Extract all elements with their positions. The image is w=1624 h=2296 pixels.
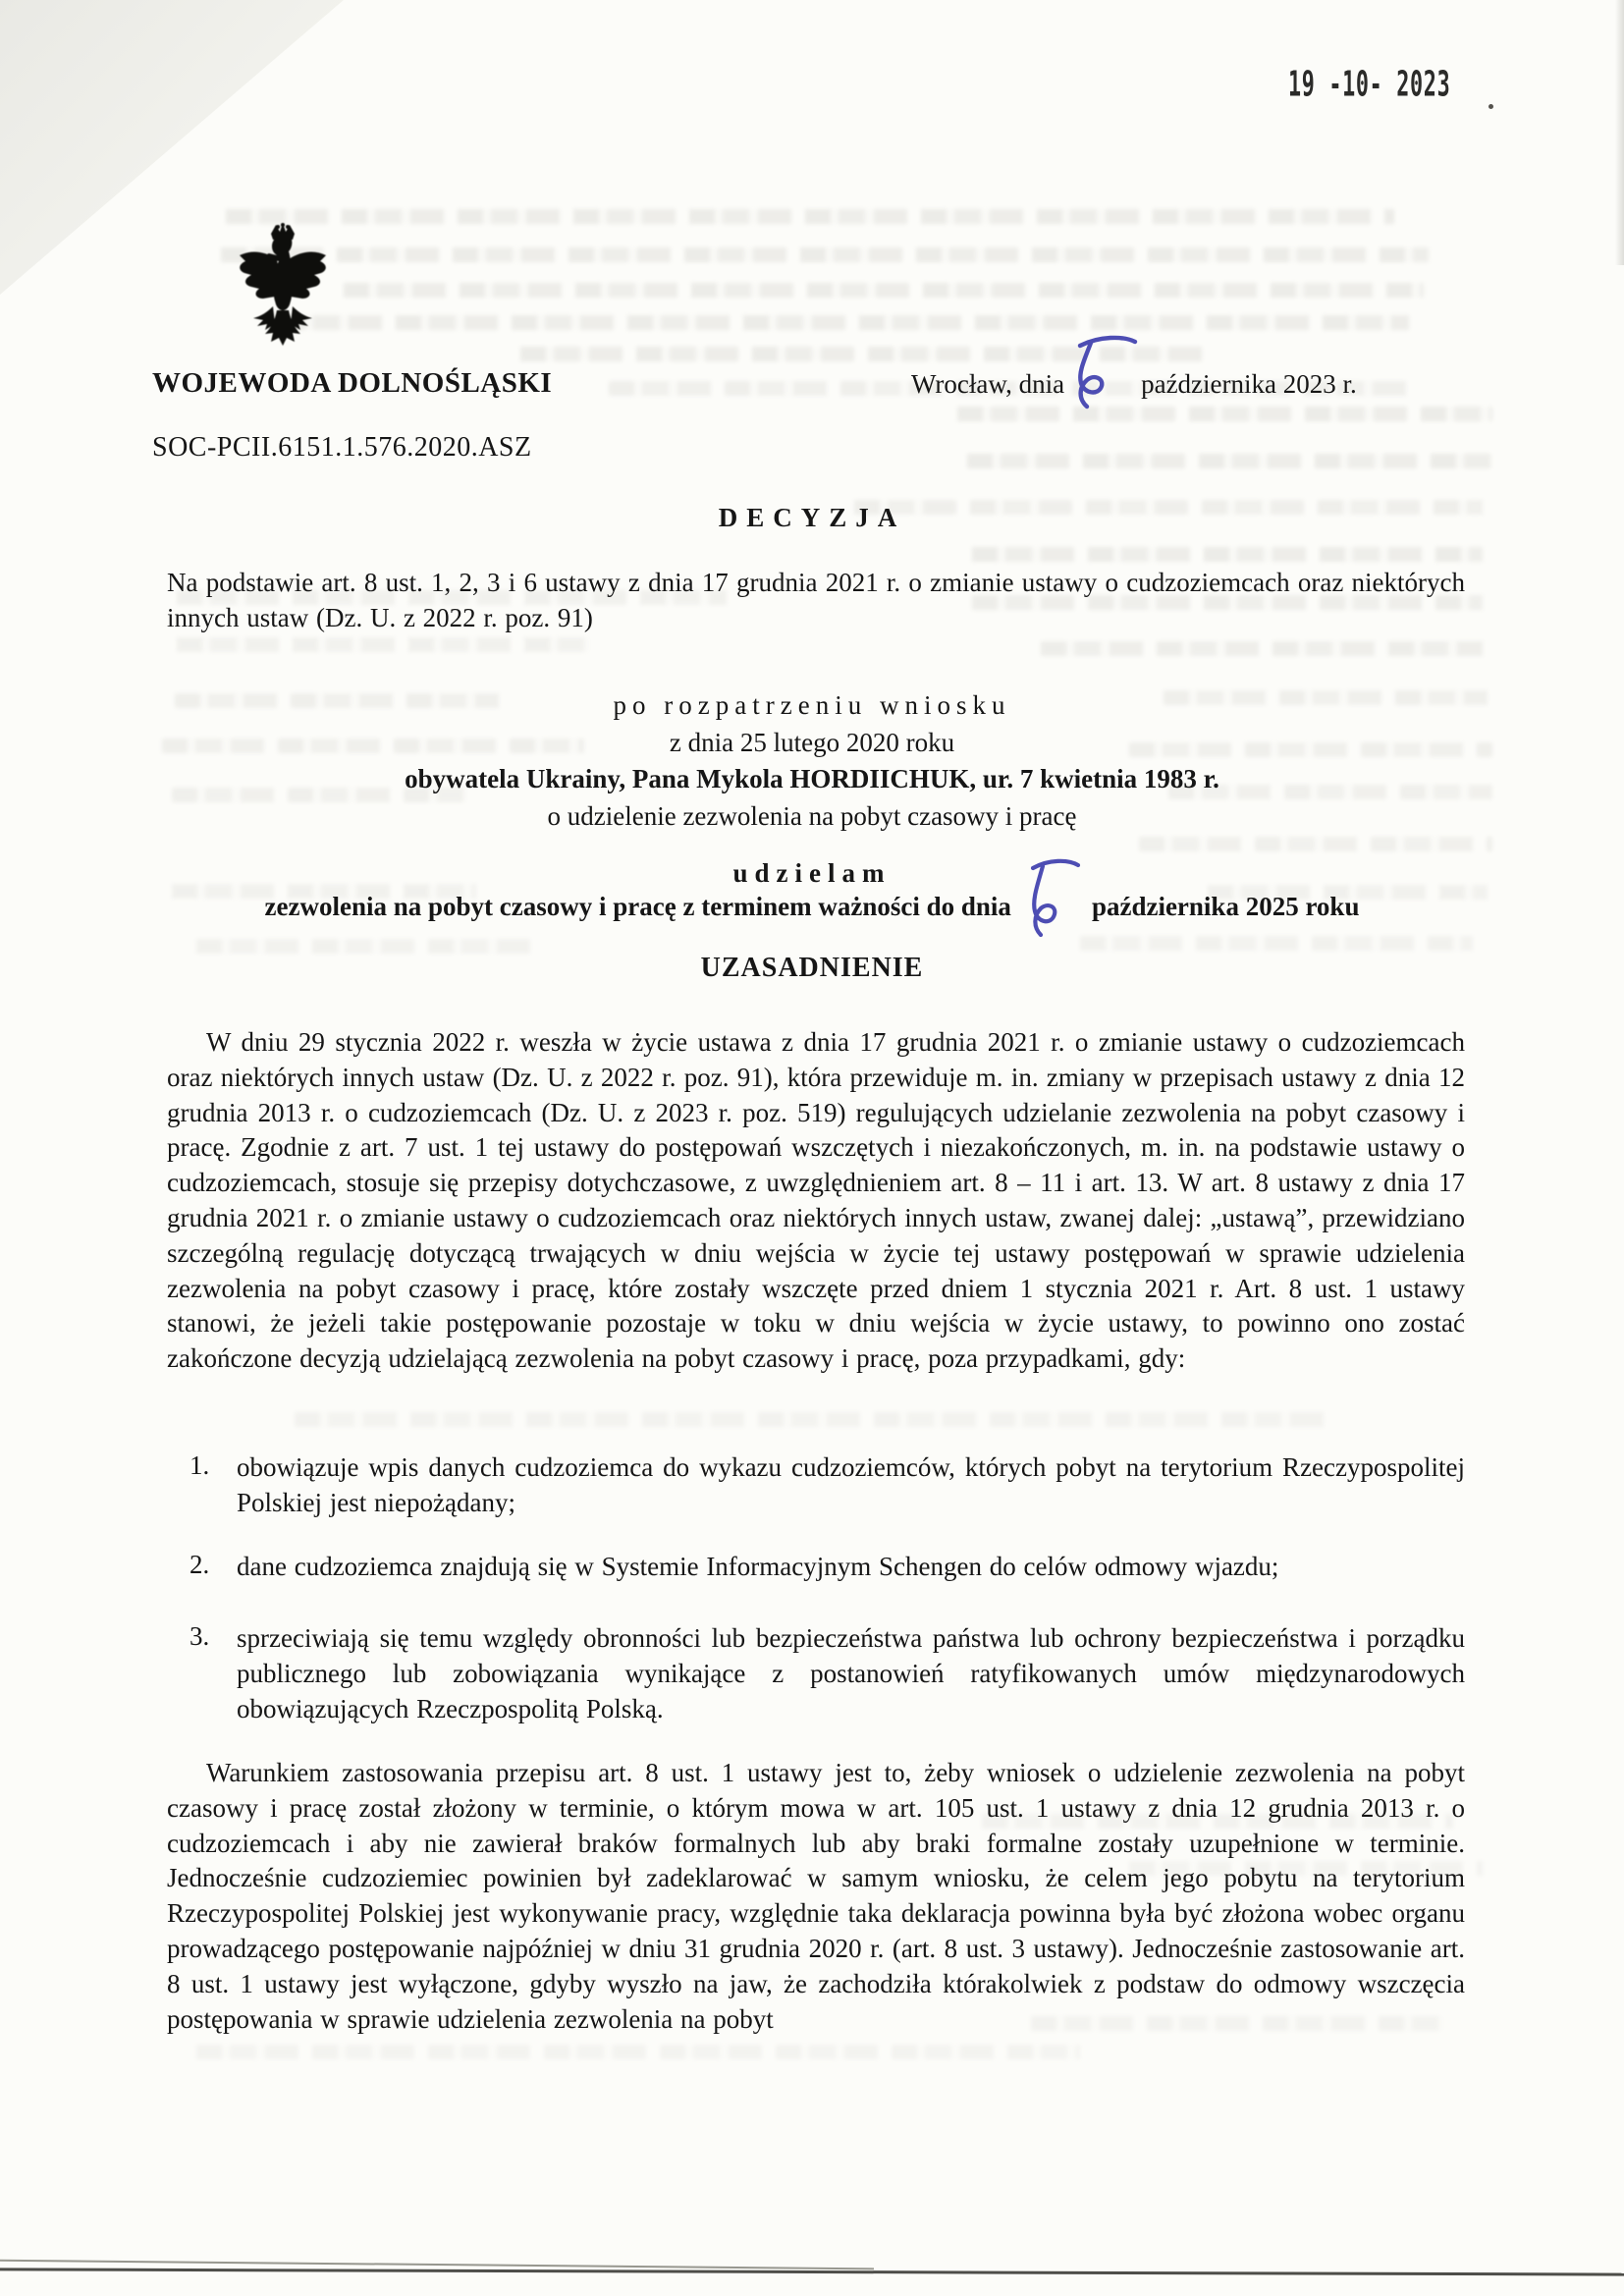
bleed-through-text bbox=[1080, 936, 1473, 951]
date-stamp: 19 -10- 2023 bbox=[1288, 63, 1451, 105]
applicant-line: obywatela Ukrainy, Pana Mykola HORDIICHUK, ur. 7 kwietnia 1983 r. bbox=[405, 764, 1219, 793]
ink-speck bbox=[1489, 104, 1493, 109]
ruling-line bbox=[163, 892, 1461, 922]
office-name: WOJEWODA DOLNOŚLĄSKI bbox=[152, 367, 553, 399]
application-block bbox=[163, 687, 1461, 835]
polish-eagle-emblem bbox=[236, 222, 330, 353]
bleed-through-text bbox=[196, 939, 540, 954]
bleed-through-text bbox=[196, 2045, 1080, 2059]
bleed-through-text bbox=[221, 247, 1429, 262]
justification-paragraph-1: W dniu 29 stycznia 2022 r. weszła w życie ustawa z dnia 17 grudnia 2021 r. o zmianie ustawy o cudzoziemcach oraz niektórych innych ustaw (Dz. U. z 2022 r. poz. 91), która przewiduje m. in. zmiany w przepisach ustawy z dnia 12 grudnia 2013 r. o cudzoziemcach (Dz. U. z 2023 r. poz. 519) regulujących udzielanie zezwolenia na pobyt czasowy i pracę. Zgodnie z art. 7 ust. 1 tej ustawy do postępowań wszczętych i niezakończonych, m. in. na podstawie ustawy o cudzoziemcach, stosuje się przepisy dotychczasowe, z uwzględnieniem art. 8 – 11 i art. 13. W art. 8 ustawy z dnia 17 grudnia 2021 r. o zmianie ustawy o cudzoziemcach oraz niektórych innych ustaw, zwanej dalej: „ustawą”, przewidziano szczególną regulację dotyczącą trwających w dniu wejścia w życie tej ustawy postępowań w sprawie udzielenia zezwolenia na pobyt czasowy i pracę, które zostały wszczęte przed dniem 1 stycznia 2021 r. Art. 8 ust. 1 ustawy stanowi, że jeżeli takie postępowanie pozostaje w toku w dniu wejścia w życie ustawy, to powinno ono zostać zakończone decyzją udzielającą zezwolenia na pobyt czasowy i pracę, poza przypadkami, gdy: bbox=[167, 1027, 1465, 1374]
handwritten-day-2025 bbox=[1021, 905, 1082, 915]
ruling-after-day: października 2025 roku bbox=[1091, 892, 1360, 921]
list-item-number: 3. bbox=[189, 1621, 210, 1651]
list-item-text: dane cudzoziemca znajdują się w Systemie Informacyjnym Schengen do celów odmowy wjazdu; bbox=[237, 1552, 1279, 1581]
list-item-text: sprzeciwiają się temu względy obronności lub bezpieczeństwa państwa lub ochrony bezpieczeństwa i porządku publicznego lub zobowiązania wynikające z postanowień ratyfikowanych umów międzynarodowych obowiązujących Rzeczpospolitą Polską. bbox=[237, 1623, 1465, 1723]
place-date-prefix: Wrocław, dnia bbox=[911, 369, 1065, 399]
scan-edge-shade bbox=[1615, 0, 1624, 265]
decision-title: DECYZJA bbox=[718, 503, 906, 532]
bleed-through-text bbox=[226, 209, 1394, 224]
bleed-through-text bbox=[177, 637, 589, 652]
application-intro-line: po rozpatrzeniu wniosku bbox=[613, 690, 1011, 720]
bleed-through-text bbox=[1139, 837, 1492, 851]
application-subject-line: o udzielenie zezwolenia na pobyt czasowy i pracę bbox=[547, 800, 1077, 831]
bleed-through-text bbox=[295, 1412, 1326, 1427]
justification-paragraph-2: Warunkiem zastosowania przepisu art. 8 ust. 1 ustawy jest to, żeby wniosek o udzielenie zezwolenia na pobyt czasowy i pracę został złożony w terminie, o którym mowa w art. 105 ust. 1 ustawy z dnia 12 grudnia 2013 r. o cudzoziemcach i aby nie zawierał braków formalnych lub aby braki formalne zostały uzupełnione w terminie. Jednocześnie cudzoziemiec powinien był zadeklarować w samym wniosku, że celem jego pobytu na terytorium Rzeczypospolitej Polskiej jest wykonywanie pracy, względnie taka deklaracja powinna była być złożona wobec organu prowadzącego postępowanie najpóźniej w dniu 31 grudnia 2020 r. (art. 8 ust. 3 ustawy). Jednocześnie zastosowanie art. 8 ust. 1 ustawy jest wyłączone, gdyby wyszło na jaw, że zachodziła którakolwiek z podstaw do odmowy wszczęcia postępowania w sprawie udzielenia zezwolenia na pobyt bbox=[167, 1758, 1465, 2034]
application-date-line: z dnia 25 lutego 2020 roku bbox=[669, 727, 955, 757]
list-item bbox=[189, 1621, 1465, 1726]
list-item-text: obowiązuje wpis danych cudzoziemca do wykazu cudzoziemców, których pobyt na terytorium Rzeczypospolitej Polskiej jest niepożądany; bbox=[237, 1452, 1465, 1517]
place-date-line bbox=[911, 369, 1357, 400]
bleed-through-text bbox=[344, 283, 1424, 298]
bleed-through-text bbox=[1041, 641, 1483, 656]
list-item bbox=[189, 1450, 1465, 1521]
bleed-through-text bbox=[967, 454, 1492, 468]
place-date-suffix: października 2023 r. bbox=[1141, 369, 1357, 399]
bleed-through-text bbox=[280, 315, 1409, 330]
legal-basis-paragraph: Na podstawie art. 8 ust. 1, 2, 3 i 6 ustawy z dnia 17 grudnia 2021 r. o zmianie ustawy o cudzoziemcach oraz niektórych innych ustaw (Dz. U. z 2022 r. poz. 91) bbox=[167, 568, 1465, 632]
bleed-through-text bbox=[972, 547, 1483, 562]
list-item bbox=[189, 1550, 1465, 1585]
bleed-through-text bbox=[957, 407, 1492, 421]
ruling-before-day: zezwolenia na pobyt czasowy i pracę z terminem ważności do dnia bbox=[264, 892, 1011, 921]
case-number: SOC-PCII.6151.1.576.2020.ASZ bbox=[152, 432, 532, 463]
ruling-verb: udzielam bbox=[732, 858, 892, 888]
handwritten-day-2023 bbox=[1064, 383, 1141, 393]
justification-heading: UZASADNIENIE bbox=[700, 953, 924, 983]
list-item-number: 1. bbox=[189, 1450, 210, 1480]
list-item-number: 2. bbox=[189, 1550, 210, 1579]
